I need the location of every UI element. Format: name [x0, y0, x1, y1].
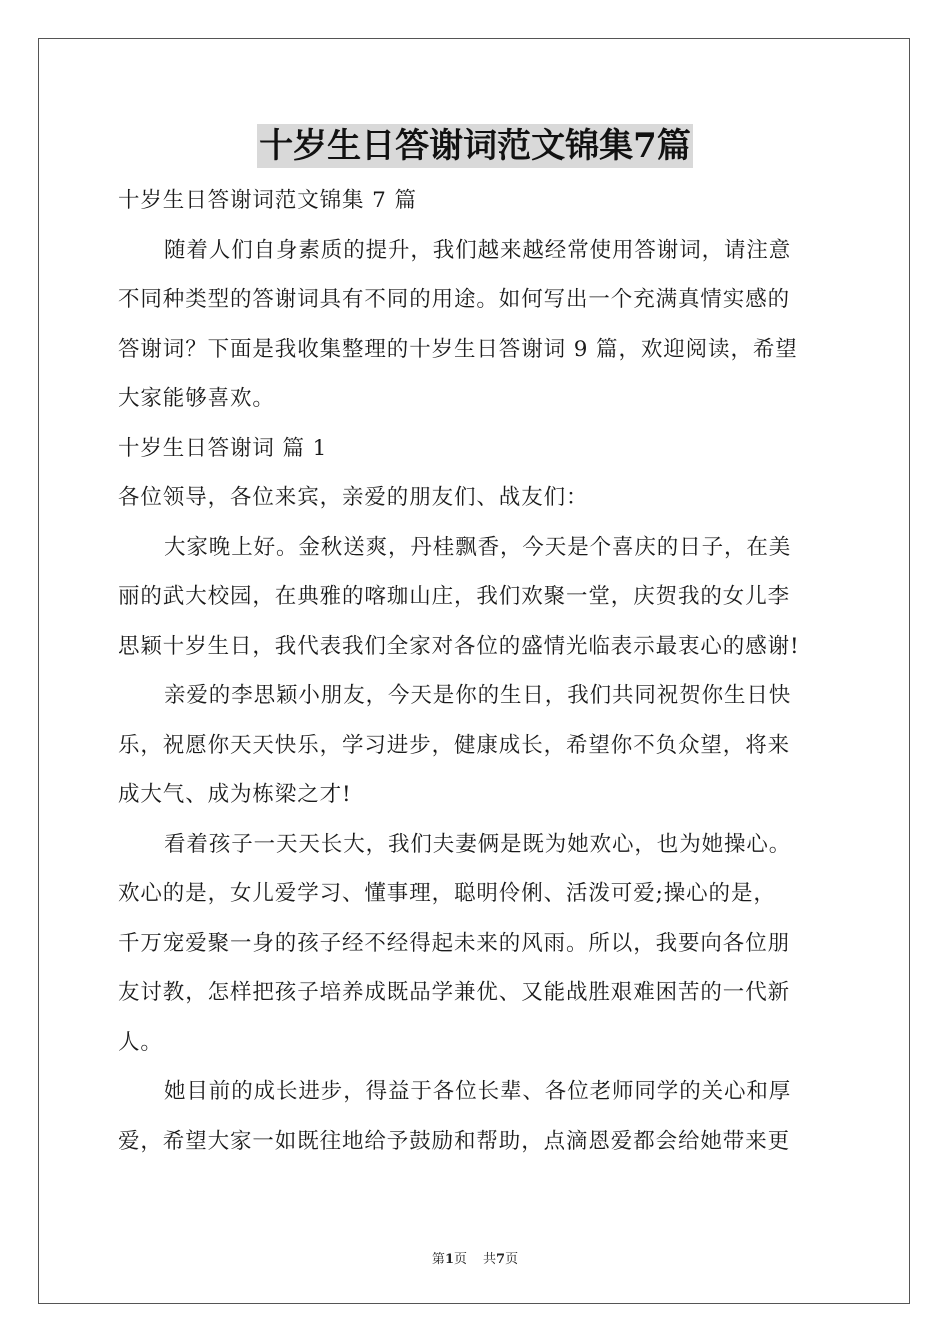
title-container: [0, 124, 950, 168]
text-line: 大家晚上好。金秋送爽，丹桂飘香，今天是个喜庆的日子，在美: [164, 534, 792, 560]
total-pages: 7: [496, 1252, 506, 1267]
text-line: 思颖十岁生日，我代表我们全家对各位的盛情光临表示最衷心的感谢!: [118, 633, 800, 659]
page-footer: [0, 1248, 950, 1267]
text-line: 看着孩子一天天长大，我们夫妻俩是既为她欢心，也为她操心。: [164, 831, 792, 857]
text-line: 不同种类型的答谢词具有不同的用途。如何写出一个充满真情实感的: [118, 287, 791, 312]
text-line: 随着人们自身素质的提升，我们越来越经常使用答谢词，请注意: [164, 237, 792, 263]
total-suffix: 页: [505, 1252, 519, 1267]
page-number: 1: [444, 1252, 454, 1267]
text-line: 爱，希望大家一如既往地给予鼓励和帮助，点滴恩爱都会给她带来更: [118, 1128, 791, 1154]
text-line: 各位领导，各位来宾，亲爱的朋友们、战友们：: [118, 485, 589, 510]
total-prefix: 共: [483, 1252, 497, 1267]
text-line: 她目前的成长进步，得益于各位长辈、各位老师同学的关心和厚: [164, 1079, 792, 1104]
text-line: 丽的武大校园，在典雅的喀珈山庄，我们欢聚一堂，庆贺我的女儿李: [118, 584, 791, 609]
page-suffix: 页: [453, 1252, 467, 1267]
text-line: 友讨教，怎样把孩子培养成既品学兼优、又能战胜艰难困苦的一代新: [118, 980, 791, 1005]
text-line: 十岁生日答谢词 篇 1: [118, 435, 328, 461]
text-line: 答谢词？下面是我收集整理的十岁生日答谢词 9 篇，欢迎阅读，希望: [118, 336, 798, 362]
text-line: 千万宠爱聚一身的孩子经不经得起未来的风雨。所以，我要向各位朋: [118, 930, 791, 956]
text-line: 亲爱的李思颖小朋友，今天是你的生日，我们共同祝贺你生日快: [164, 683, 792, 708]
page-prefix: 第: [431, 1252, 445, 1267]
text-line: 十岁生日答谢词范文锦集 7 篇: [118, 188, 417, 213]
text-line: 人。: [118, 1029, 163, 1055]
text-line: 大家能够喜欢。: [118, 386, 275, 411]
text-line: 成大气、成为栋梁之才!: [118, 782, 352, 807]
text-line: 乐，祝愿你天天快乐，学习进步，健康成长，希望你不负众望，将来: [118, 732, 791, 758]
document-body: [118, 176, 838, 1166]
text-line: 欢心的是，女儿爱学习、懂事理，聪明伶俐、活泼可爱;操心的是，: [118, 881, 776, 906]
document-title: 十岁生日答谢词范文锦集7篇: [259, 126, 691, 166]
